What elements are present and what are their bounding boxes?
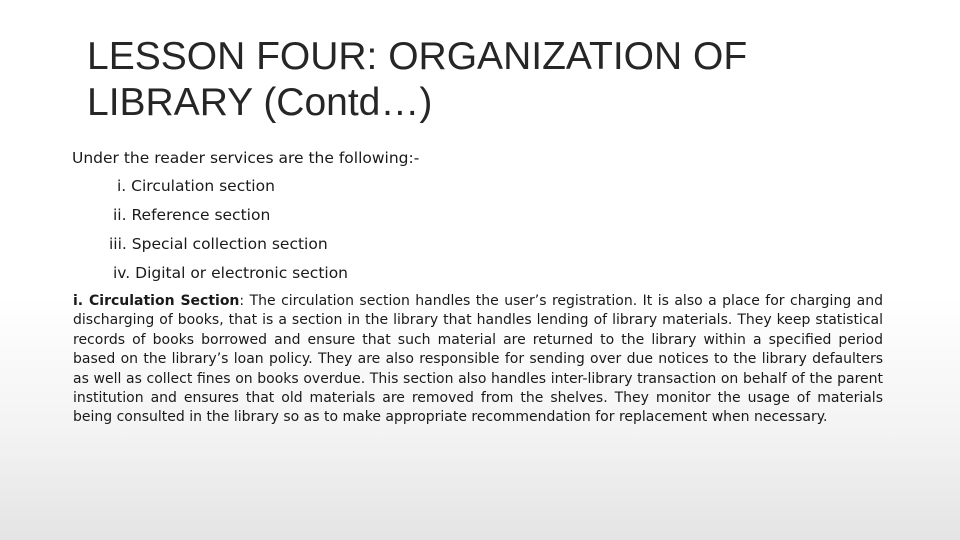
- list-item-special-collection: iii. Special collection section: [109, 235, 328, 253]
- slide-title: LESSON FOUR: ORGANIZATION OF LIBRARY (Contd…): [87, 35, 748, 124]
- list-item-reference: ii. Reference section: [113, 206, 271, 224]
- list-item-circulation: i. Circulation section: [117, 177, 275, 195]
- list-item-digital: iv. Digital or electronic section: [113, 264, 349, 282]
- paragraph-text: : The circulation section handles the user’s registration. It is also a place for charging and discharging of books, that is a section in the library that handles lending of library materials. They keep statistical records of books borrowed and ensure that such material are returned to the library within a specified period based on the library’s loan policy. They are also responsible for sending over due notices to the library defaulters as well as collect fines on books overdue. This section also handles inter-library transaction on behalf of the parent institution and ensures that old materials are removed from the shelves. They monitor the usage of materials being consulted in the library so as to make appropriate recommendation for replacement when necessary.: [73, 293, 883, 426]
- circulation-paragraph: [73, 292, 883, 428]
- intro-text: Under the reader services are the following:-: [72, 149, 420, 167]
- paragraph-lead: i. Circulation Section: [73, 293, 240, 309]
